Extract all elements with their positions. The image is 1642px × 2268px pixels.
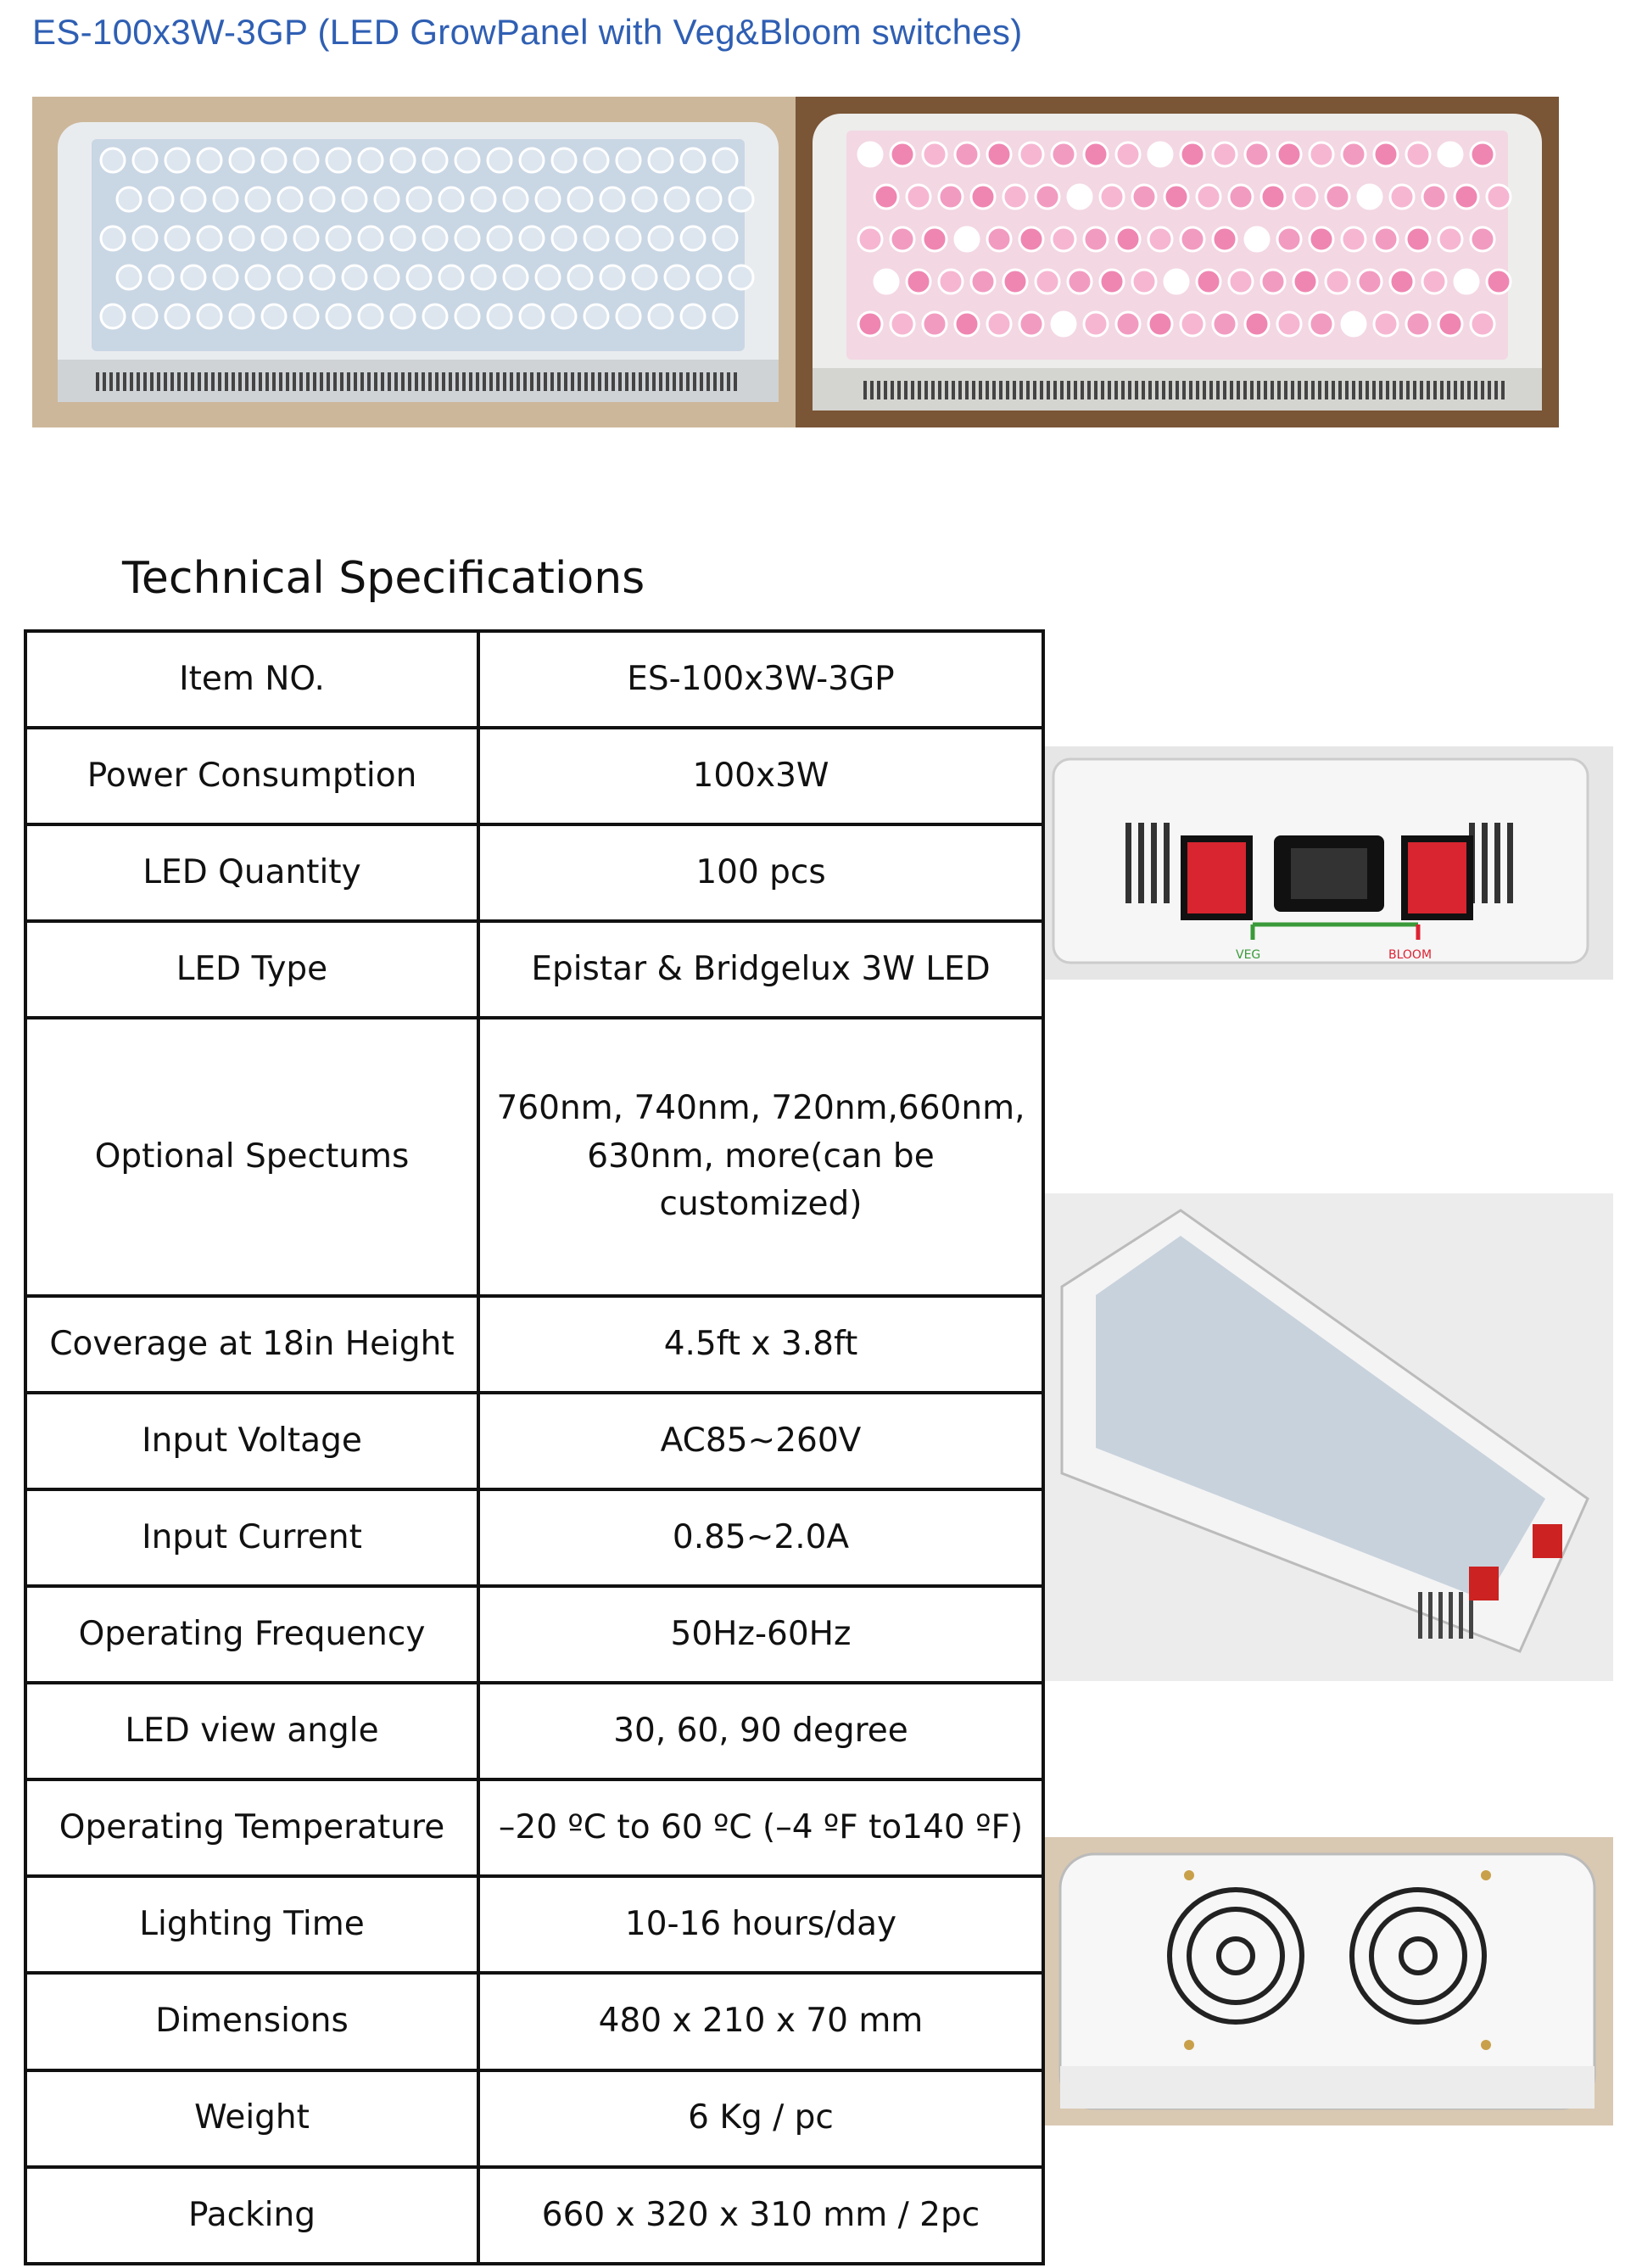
spec-label: Coverage at 18in Height (25, 1296, 478, 1393)
spec-value: Epistar & Bridgelux 3W LED (478, 921, 1043, 1018)
spec-table (24, 629, 1045, 2265)
spec-label: Weight (25, 2070, 478, 2167)
veg-switch-icon (1187, 842, 1246, 913)
spec-value: 100x3W (478, 728, 1043, 824)
spec-value: 0.85~2.0A (478, 1489, 1043, 1586)
spec-value: 6 Kg / pc (478, 2070, 1043, 2167)
spec-value: 50Hz-60Hz (478, 1586, 1043, 1683)
table-row (25, 631, 1043, 728)
spec-heading: Technical Specifications (122, 553, 645, 604)
switch-side-photo (1045, 746, 1613, 980)
table-row (25, 2167, 1043, 2264)
spec-label: LED view angle (25, 1683, 478, 1779)
spec-label: Item NO. (25, 631, 478, 728)
spec-label: LED Type (25, 921, 478, 1018)
spec-label: Input Voltage (25, 1393, 478, 1489)
table-row (25, 1973, 1043, 2070)
led-panel-on-image (796, 97, 1559, 427)
spec-value: 480 x 210 x 70 mm (478, 1973, 1043, 2070)
spec-value: 10-16 hours/day (478, 1876, 1043, 1973)
spec-label: Power Consumption (25, 728, 478, 824)
table-row (25, 1876, 1043, 1973)
spec-label: Input Current (25, 1489, 478, 1586)
table-row (25, 2070, 1043, 2167)
spec-value: 30, 60, 90 degree (478, 1683, 1043, 1779)
spec-value: 760nm, 740nm, 720nm,660nm, 630nm, more(can be customized) (478, 1018, 1043, 1295)
spec-value: 660 x 320 x 310 mm / 2pc (478, 2167, 1043, 2264)
table-row (25, 824, 1043, 921)
spec-label: Packing (25, 2167, 478, 2264)
table-row (25, 1586, 1043, 1683)
table-row (25, 1489, 1043, 1586)
spec-label: Optional Spectums (25, 1018, 478, 1295)
spec-label: Dimensions (25, 1973, 478, 2070)
led-panel-off-image (32, 97, 796, 427)
spec-value: ES-100x3W-3GP (478, 631, 1043, 728)
table-row (25, 728, 1043, 824)
table-row (25, 1779, 1043, 1876)
spec-label: Operating Frequency (25, 1586, 478, 1683)
table-row (25, 1018, 1043, 1295)
led-panel-angled-photo (1045, 1193, 1613, 1681)
table-row (25, 921, 1043, 1018)
svg-text:BLOOM: BLOOM (1388, 948, 1433, 962)
spec-value: 4.5ft x 3.8ft (478, 1296, 1043, 1393)
spec-value: AC85~260V (478, 1393, 1043, 1489)
led-panel-back-photo (1045, 1837, 1613, 2126)
table-row (25, 1393, 1043, 1489)
table-row (25, 1296, 1043, 1393)
svg-text:VEG: VEG (1236, 948, 1261, 962)
spec-value: 100 pcs (478, 824, 1043, 921)
spec-label: Operating Temperature (25, 1779, 478, 1876)
spec-value: –20 ºC to 60 ºC (–4 ºF to140 ºF) (478, 1779, 1043, 1876)
bloom-switch-icon (1408, 842, 1466, 913)
table-row (25, 1683, 1043, 1779)
spec-label: Lighting Time (25, 1876, 478, 1973)
spec-label: LED Quantity (25, 824, 478, 921)
led-panel-off-photo (32, 97, 796, 427)
led-panel-on-photo (796, 97, 1559, 427)
page-title: ES-100x3W-3GP (LED GrowPanel with Veg&Bloom switches) (32, 12, 1023, 52)
